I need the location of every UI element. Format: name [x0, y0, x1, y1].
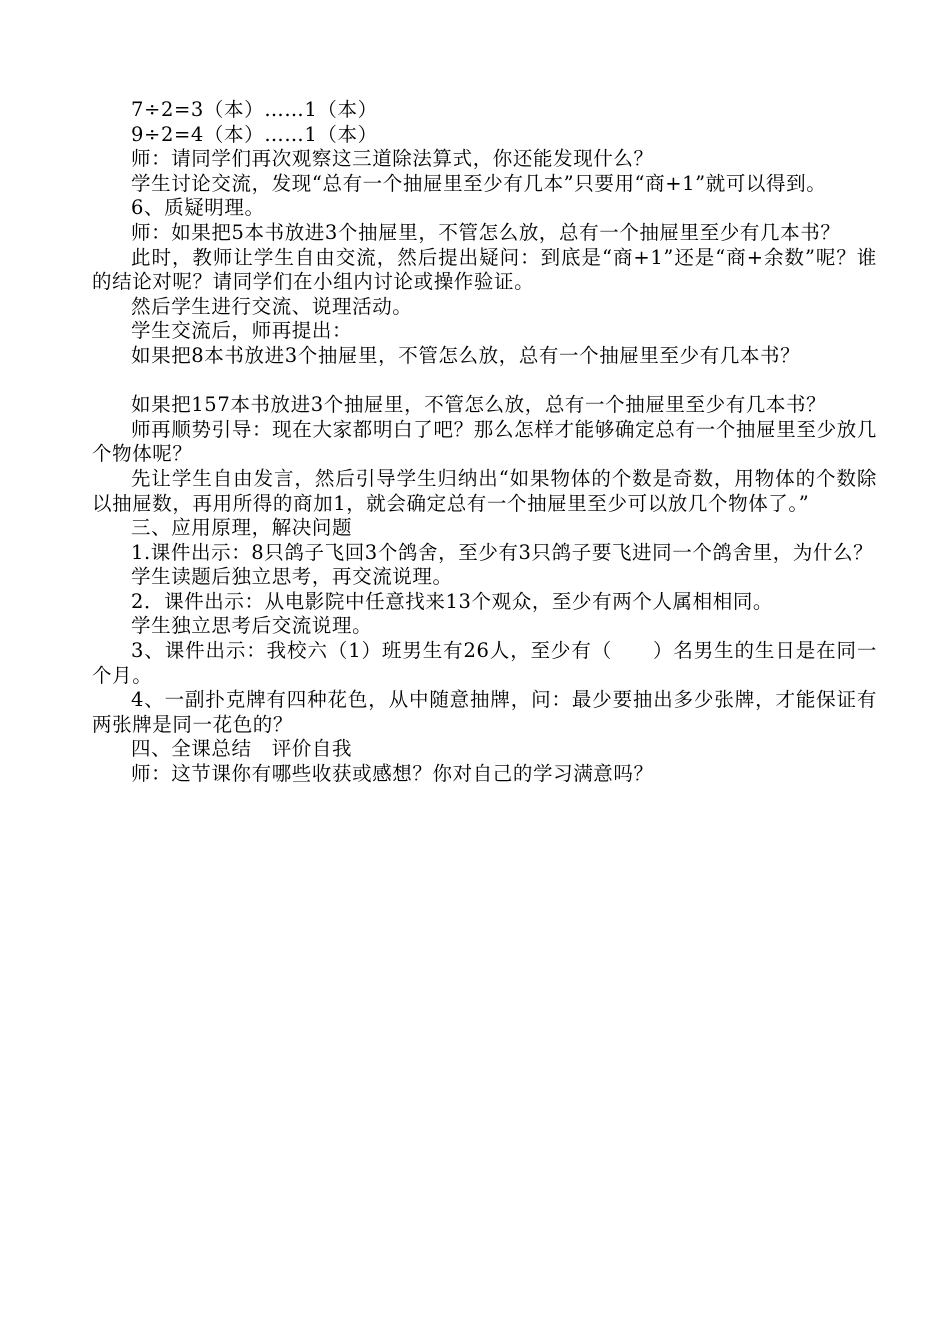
- paragraph-157-books: 如果把157本书放进3个抽屉里，不管怎么放，总有一个抽屉里至少有几本书？: [131, 393, 827, 417]
- paragraph-teacher-question: 师：请同学们再次观察这三道除法算式，你还能发现什么？: [131, 147, 654, 171]
- paragraph-division-7: 7÷2=3（本）……1（本）: [131, 98, 378, 121]
- paragraph-free-exchange: 此时，教师让学生自由交流，然后提出疑问：到底是“商+1”还是“商+余数”呢？谁的结论对呢？请同学们在小组内讨论或操作验证。: [92, 245, 877, 294]
- paragraph-teacher-guide: 师再顺势引导：现在大家都明白了吧？那么怎样才能够确定总有一个抽屉里至少放几个物体呢？: [92, 417, 877, 466]
- paragraph-read-think: 学生读题后独立思考，再交流说理。: [131, 565, 453, 589]
- blank-line: [92, 369, 877, 394]
- paragraph-division-9: 9÷2=4（本）……1（本）: [131, 122, 378, 146]
- paragraph-teacher-asks-again: 学生交流后，师再提出：: [131, 319, 353, 343]
- paragraph-closing-question: 师：这节课你有哪些收获或感想？你对自己的学习满意吗？: [131, 762, 654, 786]
- paragraph-five-books: 师：如果把5本书放进3个抽屉里，不管怎么放，总有一个抽屉里至少有几本书？: [131, 220, 841, 244]
- paragraph-independent-think: 学生独立思考后交流说理。: [131, 614, 373, 638]
- paragraph-exercise-3: 3、课件出示：我校六（1）班男生有26人，至少有（ ）名男生的生日是在同一个月。: [92, 639, 877, 687]
- paragraph-exercise-4: 4、一副扑克牌有四种花色，从中随意抽牌，问：最少要抽出多少张牌，才能保证有两张牌是同一花色的？: [92, 688, 877, 736]
- paragraph-eight-books: 如果把8本书放进3个抽屉里，不管怎么放，总有一个抽屉里至少有几本书？: [131, 343, 801, 367]
- section-heading-4: 四、全课总结 评价自我: [131, 737, 353, 761]
- document-body: [92, 98, 877, 787]
- paragraph-exercise-2: 2．课件出示：从电影院中任意找来13个观众，至少有两个人属相相同。: [131, 589, 774, 613]
- paragraph-student-discussion: 学生讨论交流，发现“总有一个抽屉里至少有几本”只要用“商+1”就可以得到。: [131, 171, 827, 195]
- paragraph-exercise-1: 1.课件出示：8只鸽子飞回3个鸽舍，至少有3只鸽子要飞进同一个鸽舍里，为什么？: [131, 540, 874, 564]
- paragraph-summary-rule: 先让学生自由发言，然后引导学生归纳出“如果物体的个数是奇数，用物体的个数除以抽屉数，再用所得的商加1，就会确定总有一个抽屉里至少可以放几个物体了。”: [92, 466, 877, 515]
- paragraph-section-6: 6、质疑明理。: [131, 196, 265, 220]
- section-heading-3: 三、应用原理，解决问题: [131, 516, 353, 540]
- paragraph-reasoning-activity: 然后学生进行交流、说理活动。: [131, 294, 413, 318]
